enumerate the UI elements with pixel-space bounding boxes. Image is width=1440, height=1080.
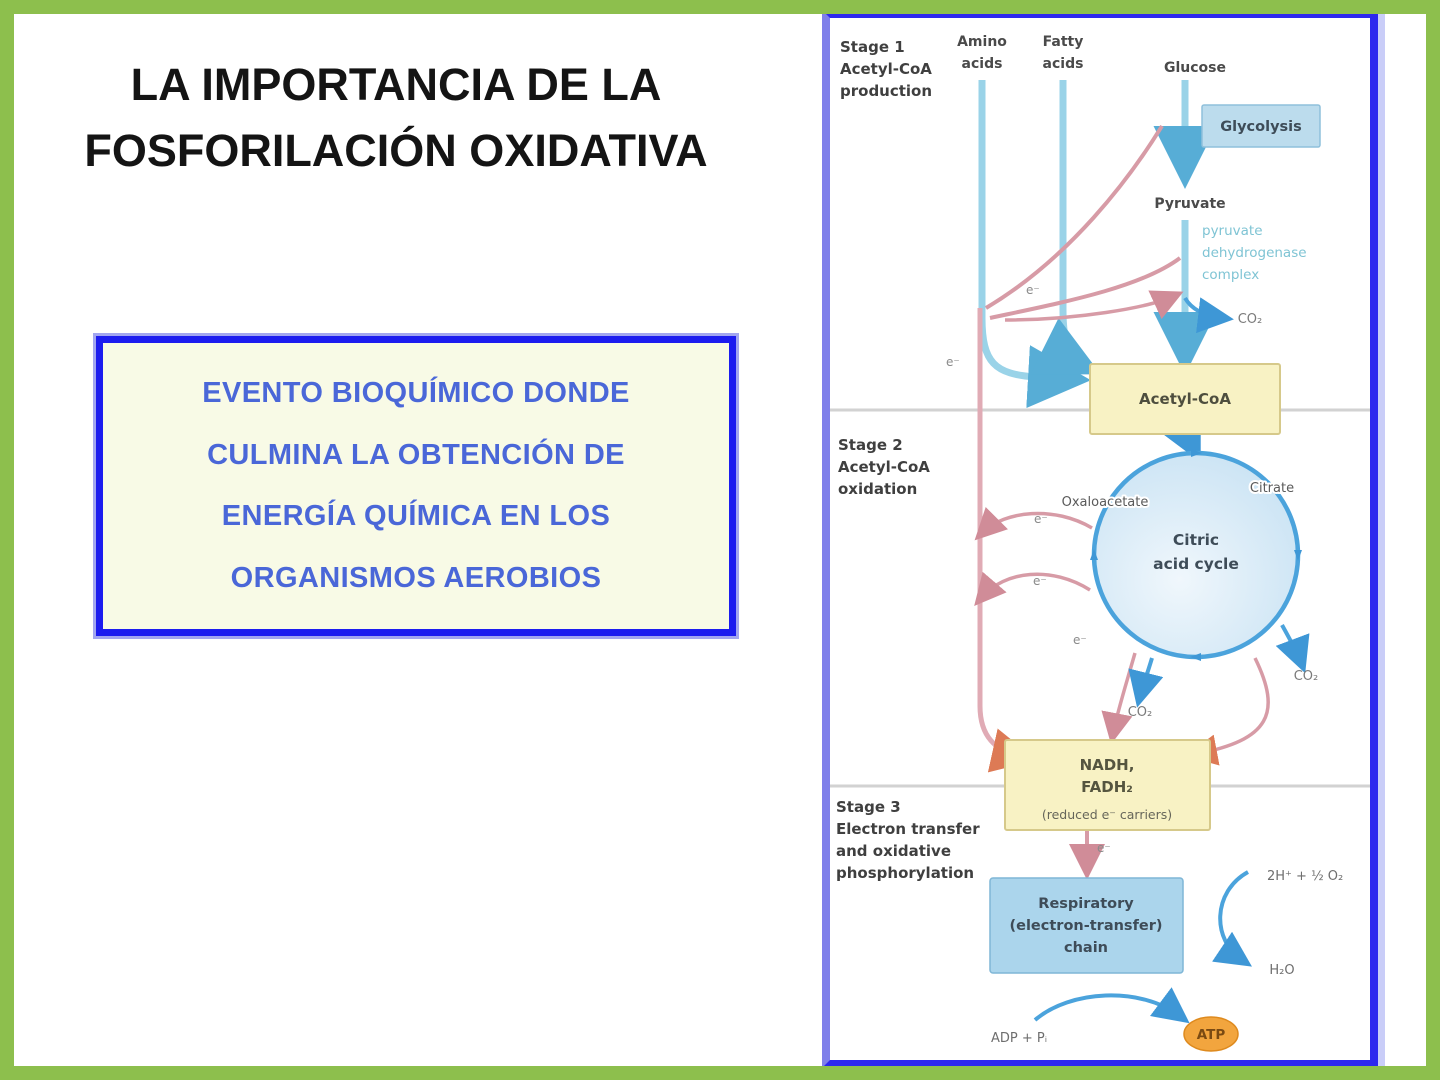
- metabolism-diagram: [830, 18, 1370, 1060]
- fatty-acids-label-line2: acids: [1042, 56, 1084, 72]
- amino-acids-label-line1: Amino: [957, 34, 1007, 50]
- fatty-acids-line: [1063, 80, 1082, 365]
- metabolism-diagram-panel: [822, 10, 1378, 1068]
- amino-acids-line: [982, 80, 1070, 379]
- stage3-label-line2: Electron transfer: [836, 820, 980, 838]
- slide-title-line2: FOSFORILACIÓN OXIDATIVA: [84, 125, 708, 176]
- adp-to-atp-arc: [1035, 995, 1180, 1020]
- e-minus-label-2: e⁻: [946, 355, 960, 369]
- oxygen-label: 2H⁺ + ½ O₂: [1267, 869, 1344, 884]
- e-minus-label-1: e⁻: [1026, 283, 1040, 297]
- callout-line2: CULMINA LA OBTENCIÓN DE: [207, 438, 625, 471]
- pyruvate-label: Pyruvate: [1154, 196, 1226, 212]
- oxygen-to-water-arc: [1220, 872, 1248, 960]
- stage1-label-line1: Stage 1: [840, 38, 905, 56]
- slide-title-line1: LA IMPORTANCIA DE LA: [130, 59, 662, 110]
- respiratory-label-line2: (electron-transfer): [1009, 918, 1163, 934]
- glycolysis-label: Glycolysis: [1220, 119, 1302, 135]
- pdh-label-line3: complex: [1202, 267, 1260, 283]
- carriers-label-line3: (reduced e⁻ carriers): [1041, 807, 1173, 822]
- co2-arrow-cycle-right: [1282, 625, 1301, 662]
- co2-arrow-cycle-left: [1140, 658, 1152, 696]
- fatty-acids-label-line1: Fatty: [1042, 34, 1084, 50]
- e-minus-label-6: e⁻: [1097, 841, 1111, 855]
- callout-line1: EVENTO BIOQUÍMICO DONDE: [202, 377, 630, 410]
- co2-arrow-pyruvate: [1185, 298, 1222, 318]
- callout-line4: ORGANISMOS AEROBIOS: [230, 561, 602, 594]
- citrate-label: Citrate: [1249, 481, 1295, 496]
- respiratory-label-line3: chain: [1064, 940, 1108, 956]
- e-minus-label-3: e⁻: [1034, 512, 1048, 526]
- carriers-label-line1: NADH,: [1079, 756, 1135, 774]
- co2-label-cycle-left: CO₂: [1127, 705, 1153, 720]
- stage3-label-line1: Stage 3: [836, 798, 901, 816]
- slide-title: [66, 52, 726, 184]
- e-minus-label-4: e⁻: [1033, 574, 1047, 588]
- adp-label: ADP + Pᵢ: [990, 1031, 1048, 1046]
- acetylcoa-to-cycle-arrow: [1187, 434, 1194, 449]
- stage1-label-line3: production: [840, 82, 933, 100]
- electron-flow-cycle-to-carriers: [1113, 653, 1135, 734]
- carriers-label-line2: FADH₂: [1081, 778, 1133, 796]
- acetyl-coa-label: Acetyl-CoA: [1139, 390, 1231, 408]
- amino-acids-label-line2: acids: [961, 56, 1003, 72]
- callout-line3: ENERGÍA QUÍMICA EN LOS: [221, 500, 611, 533]
- co2-label-cycle-right: CO₂: [1293, 669, 1319, 684]
- co2-label-pyruvate: CO₂: [1237, 312, 1263, 327]
- e-minus-label-5: e⁻: [1073, 633, 1087, 647]
- stage2-label-line2: Acetyl-CoA: [838, 458, 930, 476]
- water-label: H₂O: [1269, 963, 1295, 978]
- citric-cycle-label-line2: acid cycle: [1153, 555, 1239, 573]
- atp-label: ATP: [1196, 1027, 1226, 1043]
- pdh-label-line1: pyruvate: [1202, 223, 1263, 239]
- pdh-label-line2: dehydrogenase: [1202, 245, 1307, 261]
- stage1-label-line2: Acetyl-CoA: [840, 60, 932, 78]
- citric-cycle-label-line1: Citric: [1172, 531, 1220, 549]
- stage2-label-line1: Stage 2: [838, 436, 903, 454]
- stage3-label-line4: phosphorylation: [836, 864, 975, 882]
- respiratory-label-line1: Respiratory: [1038, 896, 1134, 912]
- callout-box: [96, 336, 736, 636]
- stage2-label-line3: oxidation: [838, 480, 918, 498]
- oxaloacetate-label: Oxaloacetate: [1061, 495, 1149, 510]
- stage3-label-line3: and oxidative: [836, 842, 952, 860]
- glucose-label: Glucose: [1163, 60, 1227, 76]
